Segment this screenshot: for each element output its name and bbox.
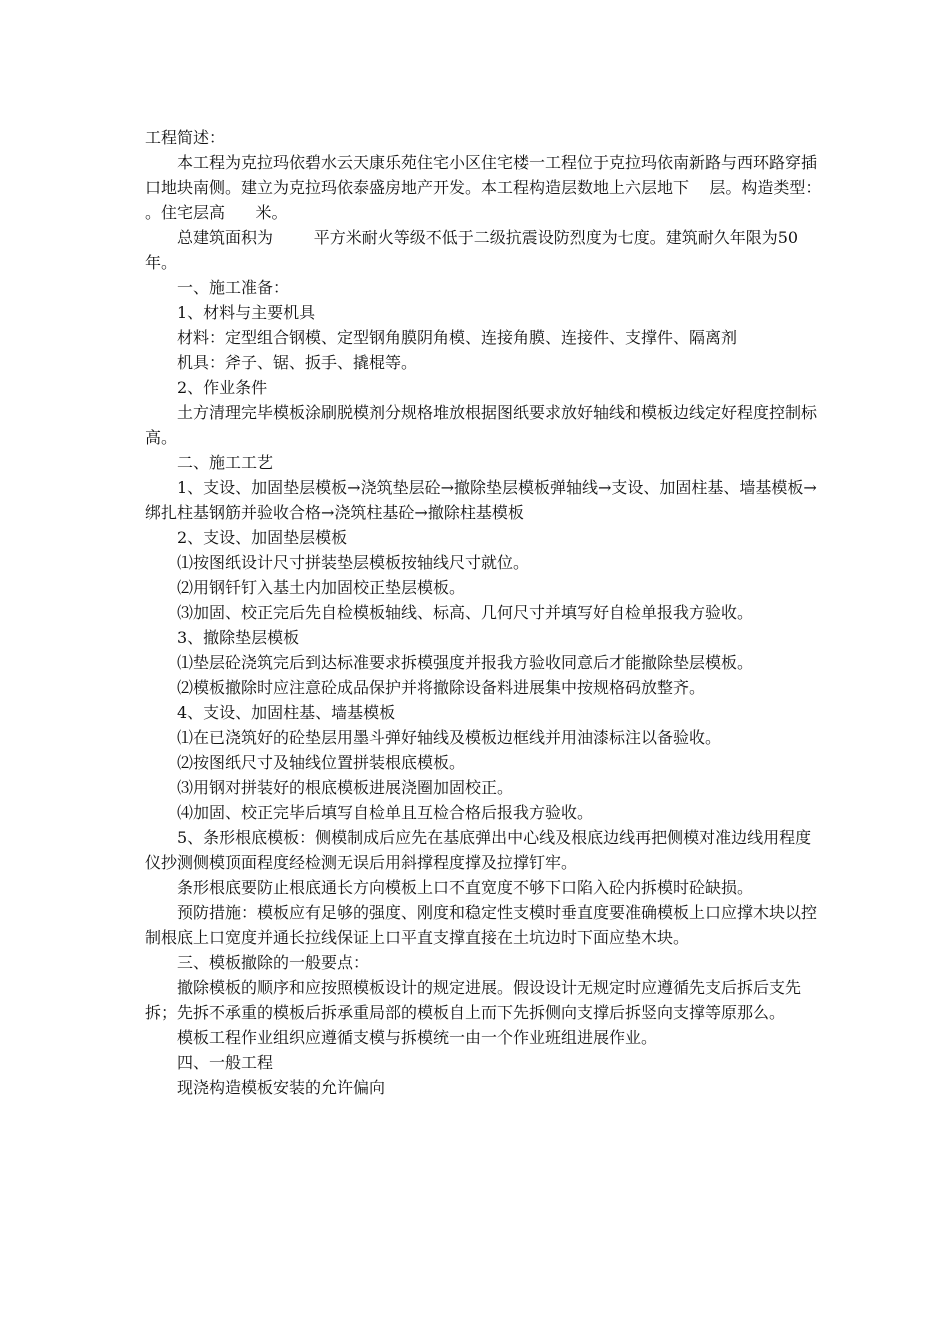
list-item-remove-2: ⑵模板撤除时应注意砼成品保护并将撤除设备料进展集中按规格码放整齐。 (177, 678, 706, 697)
paragraph-strip-foundation: 5、条形根底模板：侧模制成后应先在基底弹出中心线及根底边线再把侧模对准边线用程度仪抄测侧模顶面程度经检测无误后用斜撑程度撑及拉撑钉牢。 (145, 828, 812, 872)
paragraph-strip-foundation-issue: 条形根底要防止根底通长方向模板上口不直宽度不够下口陷入砼内拆模时砼缺损。 (177, 878, 754, 897)
paragraph-process-flow: 1、支设、加固垫层模板→浇筑垫层砼→撤除垫层模板弹轴线→支设、加固柱基、墙基模板→绑扎柱基钢筋并验收合格→浇筑柱基砼→撤除柱基模板 (145, 478, 817, 522)
paragraph-prevention-measures: 预防措施：模板应有足够的强度、刚度和稳定性支模时垂直度要准确模板上口应撑木块以控制根底上口宽度并通长拉线保证上口平直支撑直接在土坑边时下面应垫木块。 (145, 903, 818, 947)
subheading-work-conditions: 2、作业条件 (177, 378, 268, 397)
section-heading-construction-prep: 一、施工准备： (177, 278, 290, 297)
section-heading-construction-process: 二、施工工艺 (177, 453, 274, 472)
paragraph-tools: 机具：斧子、锯、扳手、撬棍等。 (177, 353, 418, 372)
paragraph-project-location: 本工程为克拉玛依碧水云天康乐苑住宅小区住宅楼一工程位于克拉玛依南新路与西环路穿插口地块南侧。建立为克拉玛依泰盛房地产开发。本工程构造层数地上六层地下 层。构造类型： 。住宅层高 米。 (145, 153, 863, 222)
list-item-column-3: ⑶用钢对拼装好的根底模板进展浇圈加固校正。 (177, 778, 514, 797)
paragraph-removal-order: 撤除模板的顺序和应按照模板设计的规定进展。假设设计无规定时应遵循先支后拆后支先拆；先拆不承重的模板后拆承重局部的模板自上而下先拆侧向支撑后拆竖向支撑等原那么。 (145, 978, 802, 1022)
list-item-column-4: ⑷加固、校正完毕后填写自检单且互检合格后报我方验收。 (177, 803, 594, 822)
section-heading-formwork-removal: 三、模板撤除的一般要点： (177, 953, 370, 972)
list-item-cushion-2: ⑵用钢钎钉入基土内加固校正垫层模板。 (177, 578, 466, 597)
paragraph-work-conditions: 土方清理完毕模板涂刷脱模剂分规格堆放根据图纸要求放好轴线和模板边线定好程度控制标高。 (145, 403, 818, 447)
section-heading-project-overview: 工程简述： (145, 128, 226, 147)
document-body (145, 125, 863, 1100)
paragraph-materials: 材料：定型组合钢模、定型钢角膜阴角模、连接角膜、连接件、支撑件、隔离剂 (177, 328, 738, 347)
list-item-column-1: ⑴在已浇筑好的砼垫层用墨斗弹好轴线及模板边框线并用油漆标注以备验收。 (177, 728, 722, 747)
paragraph-building-area: 总建筑面积为 平方米耐火等级不低于二级抗震设防烈度为七度。建筑耐久年限为50年。 (145, 228, 799, 272)
section-heading-general-items: 四、一般工程 (177, 1053, 274, 1072)
list-item-remove-1: ⑴垫层砼浇筑完后到达标准要求拆模强度并报我方验收同意后才能撤除垫层模板。 (177, 653, 754, 672)
list-item-cushion-1: ⑴按图纸设计尺寸拼装垫层模板按轴线尺寸就位。 (177, 553, 530, 572)
subheading-materials-tools: 1、材料与主要机具 (177, 303, 316, 322)
list-item-column-2: ⑵按图纸尺寸及轴线位置拼装根底模板。 (177, 753, 466, 772)
subheading-cushion-formwork: 2、支设、加固垫层模板 (177, 528, 348, 547)
subheading-column-wall-formwork: 4、支设、加固柱基、墙基模板 (177, 703, 396, 722)
paragraph-work-organization: 模板工程作业组织应遵循支模与拆模统一由一个作业班组进展作业。 (177, 1028, 658, 1047)
subheading-remove-cushion-formwork: 3、撤除垫层模板 (177, 628, 300, 647)
paragraph-allowable-deviation: 现浇构造模板安装的允许偏向 (177, 1078, 386, 1097)
list-item-cushion-3: ⑶加固、校正完后先自检模板轴线、标高、几何尺寸并填写好自检单报我方验收。 (177, 603, 754, 622)
